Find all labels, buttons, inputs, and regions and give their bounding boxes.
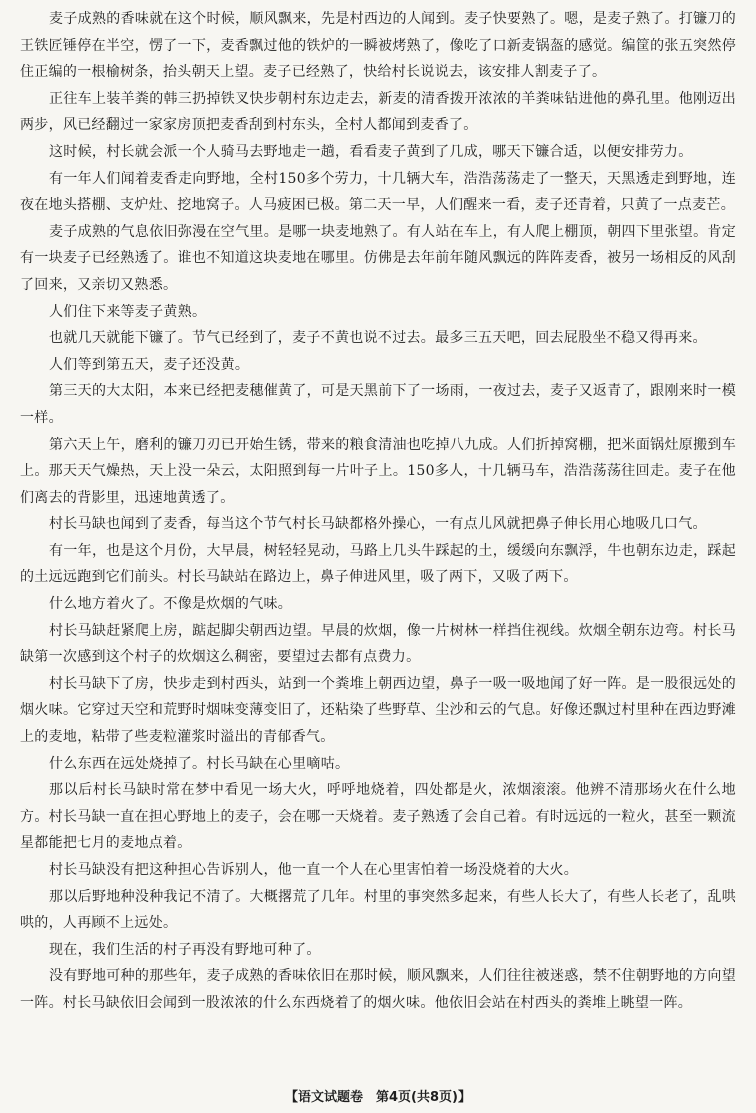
passage-body: [20, 6, 736, 1017]
paragraph: 什么地方着火了。不像是炊烟的气味。: [49, 596, 293, 613]
paragraph: 现在，我们生活的村子再没有野地可种了。: [49, 941, 321, 958]
paragraph: 没有野地可种的那些年，麦子成熟的香味依旧在那时候，顺风飘来，人们往往被迷惑，禁不住朝野地的方向望一阵。村长马缺依旧会闻到一股浓浓的什么东西烧着了的烟火味。他依旧会站在村西头的粪堆上眺望一阵。: [20, 968, 736, 1011]
paragraph: 正往车上装羊粪的韩三扔掉铁叉快步朝村东边走去，新麦的清香拨开浓浓的羊粪味钻进他的鼻孔里。他刚迈出两步，风已经翻过一家家房顶把麦香刮到村东头，全村人都闻到麦香了。: [20, 90, 736, 134]
paragraph: 人们等到第五天，麦子还没黄。: [49, 356, 250, 373]
paragraph: 人们住下来等麦子黄熟。: [49, 303, 207, 320]
paragraph: 什么东西在远处烧掉了。村长马缺在心里嘀咕。: [49, 755, 350, 772]
paragraph: 这时候，村长就会派一个人骑马去野地走一趟，看看麦子黄到了几成，哪天下镰合适，以便安排劳力。: [49, 143, 693, 160]
paragraph: 麦子成熟的气息依旧弥漫在空气里。是哪一块麦地熟了。有人站在车上，有人爬上棚顶，朝四下里张望。肯定有一块麦子已经熟透了。谁也不知道这块麦地在哪里。仿佛是去年前年随风飘远的阵阵麦香，被另一场相反的风刮了回来，又亲切又熟悉。: [20, 223, 736, 293]
paragraph: 村长马缺也闻到了麦香，每当这个节气村长马缺都格外操心，一有点儿风就把鼻子伸长用心地吸几口气。: [49, 516, 707, 533]
paragraph: 村长马缺没有把这种担心告诉别人，他一直一个人在心里害怕着一场没烧着的大火。: [49, 862, 579, 878]
paragraph: 那以后村长马缺时常在梦中看见一场大火，呼呼地烧着，四处都是火，浓烟滚滚。他辨不清那场火在什么地方。村长马缺一直在担心野地上的麦子，会在哪一天烧着。麦子熟透了会自己着。有时远远的一粒火，甚至一颗流星都能把七月的麦地点着。: [20, 782, 736, 852]
paragraph: 村长马缺赶紧爬上房，踮起脚尖朝西边望。早晨的炊烟，像一片树林一样挡住视线。炊烟全朝东边弯。村长马缺第一次感到这个村子的炊烟这么稠密，要望过去都有点费力。: [20, 622, 736, 666]
paragraph: 第三天的大太阳，本来已经把麦穗催黄了，可是天黑前下了一场雨，一夜过去，麦子又返青了，跟刚来时一模一样。: [20, 383, 736, 426]
paragraph: 麦子成熟的香味就在这个时候，顺风飘来，先是村西边的人闻到。麦子快要熟了。嗯，是麦子熟了。打镰刀的王铁匠锤停在半空，愣了一下，麦香飘过他的铁炉的一瞬被烤熟了，像吃了口新麦锅盔的感觉。编筐的张五突然停住正编的一根榆树条，抬头朝天上望。麦子已经熟了，快给村长说说去，该安排人割麦子了。: [20, 11, 736, 81]
paragraph: 第六天上午，磨利的镰刀刃已开始生锈，带来的粮食清油也吃掉八九成。人们折掉窝棚，把米面锅灶原搬到车上。那天天气燥热，天上没一朵云，太阳照到每一片叶子上。150多人，十几辆马车，浩浩荡荡往回走。麦子在他们离去的背影里，迅速地黄透了。: [20, 436, 736, 506]
page-footer: 【语文试题卷 第4页(共8页)】: [285, 1090, 471, 1105]
paragraph: 也就几天就能下镰了。节气已经到了，麦子不黄也说不过去。最多三五天吧，回去屁股坐不稳又得再来。: [49, 330, 707, 347]
paragraph: 有一年人们闻着麦香走向野地，全村150多个劳力，十几辆大车，浩浩荡荡走了一整天，天黑透走到野地，连夜在地头搭棚、支炉灶、挖地窝子。人马疲困已极。第二天一早，人们醒来一看，麦子还青着，只黄了一点麦芒。: [20, 170, 736, 214]
paragraph: 那以后野地种没种我记不清了。大概撂荒了几年。村里的事突然多起来，有些人长大了，有些人长老了，乱哄哄的，人再顾不上远处。: [20, 888, 736, 932]
paragraph: 村长马缺下了房，快步走到村西头，站到一个粪堆上朝西边望，鼻子一吸一吸地闻了好一阵。是一股很远处的烟火味。它穿过天空和荒野时烟味变薄变旧了，还粘染了些野草、尘沙和云的气息。好像还飘过村里种在西边野滩上的麦地，粘带了些麦粒灌浆时溢出的青郁香气。: [20, 675, 736, 746]
paragraph: 有一年，也是这个月份，大早晨，树轻轻晃动，马路上几头牛踩起的土，缓缓向东飘浮，牛也朝东边走，踩起的土远远跑到它们前头。村长马缺站在路边上，鼻子伸进风里，吸了两下，又吸了两下。: [20, 542, 736, 586]
